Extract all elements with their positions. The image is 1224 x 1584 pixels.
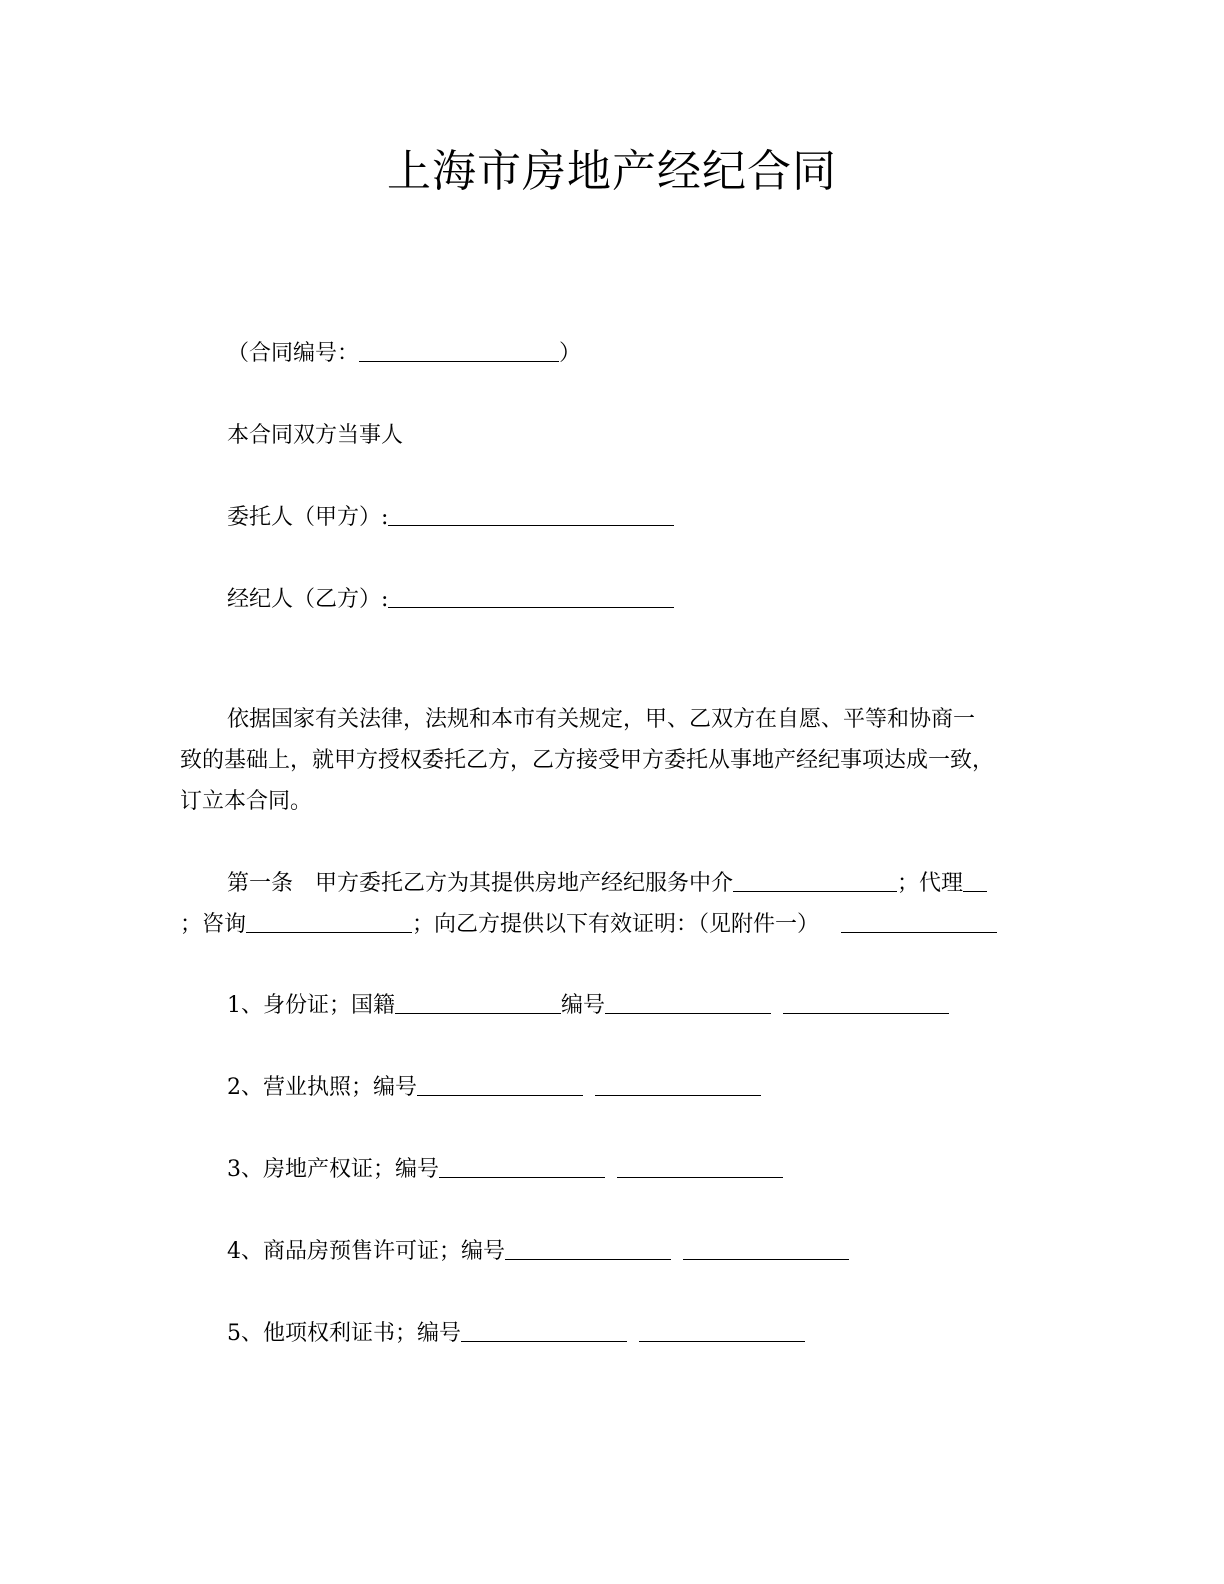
- contract-number-line: [227, 334, 1087, 374]
- property-cert-blank[interactable]: [439, 1151, 605, 1178]
- nationality-blank[interactable]: [395, 987, 561, 1014]
- article1-text-d: ；向乙方提供以下有效证明：（见附件一）: [412, 912, 820, 937]
- property-cert-label: 3、房地产权证；编号: [227, 1157, 439, 1182]
- client-blank[interactable]: [388, 499, 674, 526]
- client-line: [227, 498, 1087, 538]
- preamble-line-2: 致的基础上，就甲方授权委托乙方，乙方接受甲方委托从事地产经纪事项达成一致，: [180, 748, 995, 773]
- other-rights-extra-blank[interactable]: [639, 1315, 805, 1342]
- other-rights-label: 5、他项权利证书；编号: [227, 1321, 461, 1346]
- list-item: [227, 986, 1087, 1026]
- contract-number-label: （合同编号：: [227, 341, 360, 366]
- preamble-line-1: 依据国家有关法律，法规和本市有关规定，甲、乙双方在自愿、平等和协商一: [227, 707, 976, 732]
- contract-number-blank[interactable]: [359, 335, 559, 362]
- business-license-label: 2、营业执照；编号: [227, 1075, 417, 1100]
- other-rights-blank[interactable]: [461, 1315, 627, 1342]
- document-title: 上海市房地产经纪合同: [387, 146, 837, 197]
- consulting-blank[interactable]: [246, 906, 412, 933]
- business-license-blank[interactable]: [417, 1069, 583, 1096]
- agent-line: [227, 580, 1087, 620]
- id-card-label: 1、身份证；国籍: [227, 993, 395, 1018]
- article1-text-b: ；代理: [897, 871, 964, 896]
- preamble-line-3: 订立本合同。: [180, 789, 313, 814]
- id-number-label: 编号: [561, 993, 606, 1018]
- presale-permit-blank[interactable]: [505, 1233, 671, 1260]
- list-item: [227, 1232, 1087, 1272]
- article1-line-1: [227, 864, 1087, 904]
- article1-text-c: ；咨询: [180, 912, 247, 937]
- agency-blank[interactable]: [963, 865, 987, 892]
- list-item: [227, 1314, 1087, 1354]
- property-cert-extra-blank[interactable]: [617, 1151, 783, 1178]
- client-label: 委托人（甲方）:: [227, 505, 389, 530]
- article1-line-2: [180, 905, 1040, 945]
- list-item: [227, 1150, 1087, 1190]
- presale-permit-label: 4、商品房预售许可证；编号: [227, 1239, 505, 1264]
- list-item: [227, 1068, 1087, 1108]
- intermediary-blank[interactable]: [733, 865, 897, 892]
- parties-heading: 本合同双方当事人: [227, 423, 404, 448]
- agent-blank[interactable]: [388, 581, 674, 608]
- id-extra-blank[interactable]: [783, 987, 949, 1014]
- contract-number-close: ）: [559, 341, 582, 366]
- id-number-blank[interactable]: [605, 987, 771, 1014]
- certificates-blank[interactable]: [841, 906, 997, 933]
- presale-permit-extra-blank[interactable]: [683, 1233, 849, 1260]
- agent-label: 经纪人（乙方）:: [227, 587, 389, 612]
- business-license-extra-blank[interactable]: [595, 1069, 761, 1096]
- article1-text-a: 第一条 甲方委托乙方为其提供房地产经纪服务中介: [227, 871, 734, 896]
